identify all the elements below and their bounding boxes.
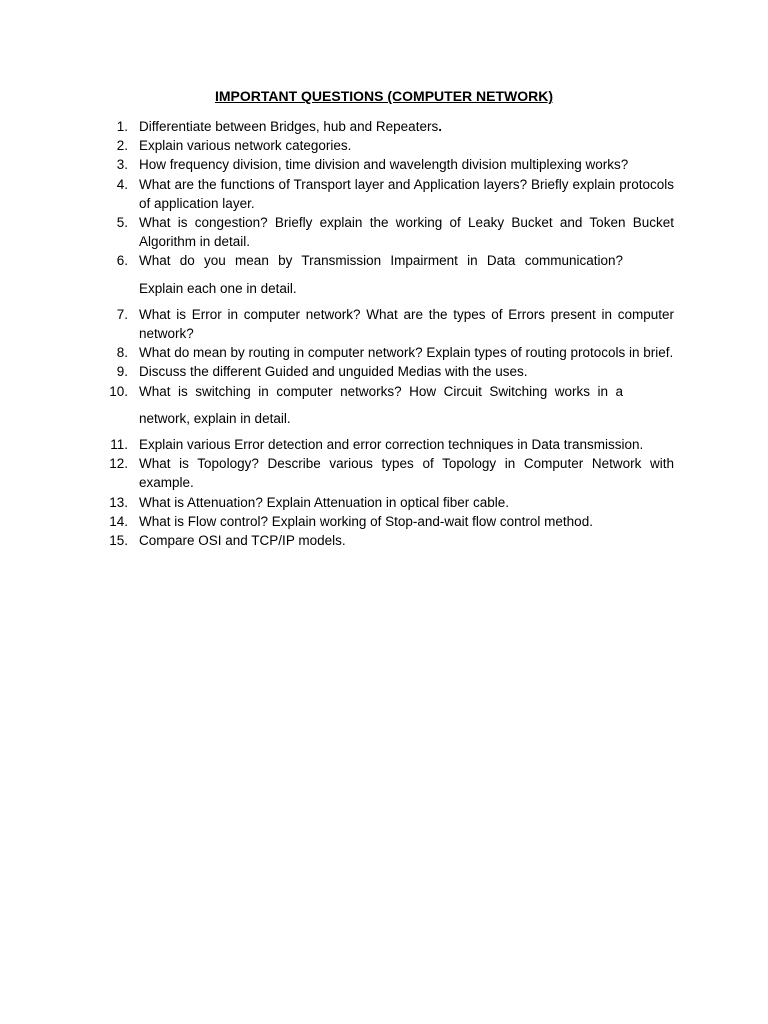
list-item	[94, 251, 674, 304]
list-item-text: What is congestion? Briefly explain the working of Leaky Bucket and Token Bucket Algorithm in detail.	[139, 215, 674, 250]
list-item-number: 4.	[116, 176, 128, 192]
list-item-text: Explain various Error detection and error correction techniques in Data transmission.	[139, 437, 644, 453]
list-item	[94, 362, 674, 381]
list-item-text: What is Topology? Describe various types of Topology in Computer Network with example.	[139, 456, 674, 491]
list-item-text: What is Attenuation? Explain Attenuation in optical fiber cable.	[139, 494, 509, 510]
list-item-number: 9.	[116, 364, 128, 380]
list-item-text: What is Flow control? Explain working of Stop-and-wait flow control method.	[139, 513, 593, 529]
list-item	[94, 531, 674, 550]
list-item-text-line-2: Explain each one in detail.	[139, 280, 297, 296]
list-item	[94, 175, 674, 213]
list-item	[94, 382, 674, 435]
list-item	[94, 305, 674, 343]
list-item-text	[139, 251, 674, 297]
list-item	[94, 213, 674, 251]
list-item-text: Discuss the different Guided and unguided Medias with the uses.	[139, 364, 528, 380]
list-item-number: 7.	[116, 306, 128, 322]
list-item-text	[139, 382, 674, 428]
list-item-text: What do mean by routing in computer network? Explain types of routing protocols in brief.	[139, 345, 674, 361]
list-item	[94, 493, 674, 512]
list-item-text-line-1: What do you mean by Transmission Impairment in Data communication?	[139, 253, 623, 269]
list-item	[94, 435, 674, 454]
list-item-number: 14.	[109, 513, 128, 529]
list-item-text: How frequency division, time division and wavelength division multiplexing works?	[139, 157, 629, 173]
list-item-number: 8.	[116, 345, 128, 361]
list-item	[94, 136, 674, 155]
list-item-number: 6.	[116, 253, 128, 269]
list-item	[94, 512, 674, 531]
list-item-text: What is Error in computer network? What are the types of Errors present in computer network?	[139, 306, 674, 342]
list-item	[94, 117, 674, 136]
question-list	[94, 117, 674, 550]
page-title: IMPORTANT QUESTIONS (COMPUTER NETWORK)	[214, 88, 554, 104]
list-item-number: 10.	[109, 383, 128, 399]
list-item	[94, 155, 674, 174]
list-item-number: 3.	[116, 157, 128, 173]
list-item-text-line-2: network, explain in detail.	[139, 410, 291, 426]
list-item-text: Compare OSI and TCP/IP models.	[139, 533, 346, 549]
list-item	[94, 454, 674, 492]
list-item-number: 1.	[116, 119, 128, 134]
list-item-number: 13.	[109, 494, 128, 510]
list-item-text-main: Differentiate between Bridges, hub and Repeaters	[139, 119, 439, 134]
list-item-number: 15.	[109, 533, 128, 549]
list-item-number: 5.	[116, 215, 128, 231]
list-item-number: 11.	[110, 437, 128, 453]
list-item-text: Explain various network categories.	[139, 138, 352, 154]
list-item	[94, 343, 674, 362]
list-item-text	[139, 117, 674, 136]
list-item-number: 2.	[116, 138, 128, 154]
list-item-text: What are the functions of Transport layer and Application layers? Briefly explain protocols of application layer.	[139, 176, 674, 211]
list-item-text-line-1: What is switching in computer networks? How Circuit Switching works in a	[139, 383, 623, 399]
list-item-number: 12.	[109, 456, 128, 472]
list-item-bold-period: .	[438, 119, 442, 134]
